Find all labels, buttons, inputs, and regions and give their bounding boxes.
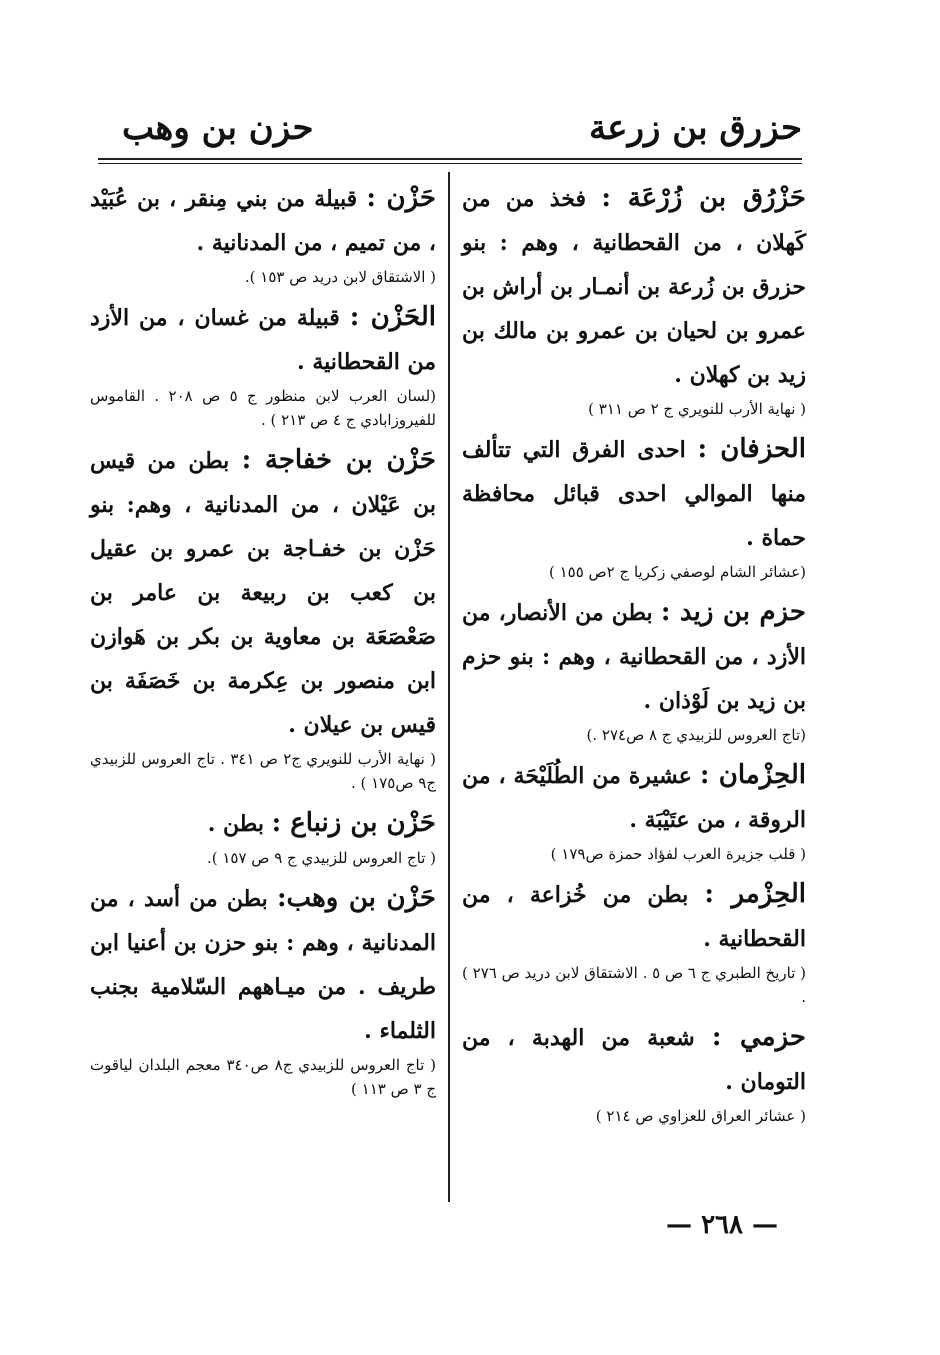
header-rule-thin [98, 163, 802, 164]
entry-text: بطن من قيس بن عَيْلان ، من المدنانية ، وهم: بنو حَزْن بن خفـاجة بن عمرو بن عقيل بن كعب بن ربيعة بن عامر بن صَعْصَعَة بن معاوية بن بكر بن هَوازن ابن منصور بن عِكرمة بن خَصَفَة بن قيس بن عيلان . [90, 448, 436, 738]
running-header-right: حزرق بن زرعة [589, 108, 802, 148]
entry [90, 295, 436, 432]
entry [462, 753, 806, 866]
left-column [90, 176, 436, 1107]
entry-reference: ( عشائر العراق للعزاوي ص ٢١٤ ) [595, 1107, 806, 1125]
entry-text: فخذ من من كَهلان ، من القحطانية ، وهم : بنو حزرق بن زُرعة بن أنمـار بن أراش بن عمرو بن لحيان بن عمرو بن مالك بن زيد بن كهلان . [462, 186, 806, 388]
entry-reference: (تاج العروس للزبيدي ج ٨ ص٢٧٤ .) [586, 726, 806, 744]
entry [90, 801, 436, 870]
entry-term: حَزْن : [366, 183, 436, 213]
entry-text: بطن من أسد ، من المدنانية ، وهم : بنو حزن بن أعنيا ابن طريف . من ميـاههم السّلامية بجنب الثلماء . [90, 886, 436, 1044]
entry-reference: (عشائر الشام لوصفي زكريا ج ٢ص ١٥٥ ) [548, 563, 806, 581]
entry-reference: ( تاريخ الطبري ج ٦ ص ٥ . الاشتقاق لابن دريد ص ٢٧٦ ) . [462, 964, 807, 1006]
entry-reference: (لسان العرب لابن منظور ج ٥ ص ٢٠٨ . القاموس للفيروزابادي ج ٤ ص ٢١٣ ) . [90, 387, 437, 429]
entry [462, 872, 806, 1009]
entry-reference: ( نهاية الأرب للنويري ج٢ ص ٣٤١ . تاج العروس للزبيدي ج٩ ص١٧٥ ) . [90, 750, 436, 792]
entry-term: حزمي : [711, 1022, 806, 1052]
entry-text: عشيرة من الطُلَيْحَة ، من الروقة ، من عتَيْبَة . [462, 763, 806, 833]
entry-text: بطن من الأنصار، من الأزد ، من القحطانية ، وهم : بنو حزم بن زيد بن لَوْذان . [462, 600, 806, 714]
entry [90, 876, 436, 1101]
entry-term: الحِزْمر : [704, 879, 806, 909]
running-header-left: حزن بن وهب [122, 108, 314, 148]
entry-reference: ( تاج العروس للزبيدي ج ٩ ص ١٥٧ ). [206, 849, 436, 867]
right-column [462, 176, 806, 1134]
entry-term: الحزفان : [697, 434, 806, 464]
entry [90, 176, 436, 289]
column-divider [448, 172, 450, 1202]
entry-text: شعبة من الهدبة ، من التومان . [462, 1025, 806, 1095]
header-rule [98, 158, 802, 160]
page-number: — ٢٦٨ — [666, 1210, 779, 1240]
entry-text: بطن من خُزاعة ، من القحطانية . [462, 882, 806, 952]
entry-text: احدى الفرق التي تتألف منها الموالي احدى قبائل محافظة حماة . [462, 437, 806, 551]
entry-reference: ( نهاية الأرب للنويري ج ٢ ص ٣١١ ) [588, 400, 806, 418]
entry-term: حزم بن زيد : [660, 597, 806, 627]
entry-term: حَزْرُق بن زُرْعَة : [601, 183, 806, 213]
entry-text: بطن . [207, 811, 264, 837]
entry-term: حَزْن بن خفاجة : [241, 445, 436, 475]
entry-term: حَزْن بن وهب: [276, 883, 436, 913]
entry-term: الحِزْمان : [699, 760, 806, 790]
entry [462, 176, 806, 421]
entry-term: الحَزْن : [349, 302, 436, 332]
entry [462, 590, 806, 747]
entry [462, 1015, 806, 1128]
entry-reference: ( الاشتقاق لابن دريد ص ١٥٣ ). [244, 268, 436, 286]
entry-reference: ( قلب جزيرة العرب لفؤاد حمزة ص١٧٩ ) [550, 845, 806, 863]
entry-term: حَزْن بن زنباع : [271, 808, 436, 838]
entry [90, 438, 436, 795]
entry-text: قبيلة من بني مِنقر ، بن عُبَيْد ، من تميم ، من المدنانية . [90, 186, 436, 256]
entry-text: قبيلة من غسان ، من الأزد من القحطانية . [90, 305, 436, 375]
entry [462, 427, 806, 584]
entry-reference: ( تاج العروس للزبيدي ج٨ ص٣٤٠ معجم البلدان لياقوت ج ٣ ص ١١٣ ) [90, 1056, 436, 1098]
